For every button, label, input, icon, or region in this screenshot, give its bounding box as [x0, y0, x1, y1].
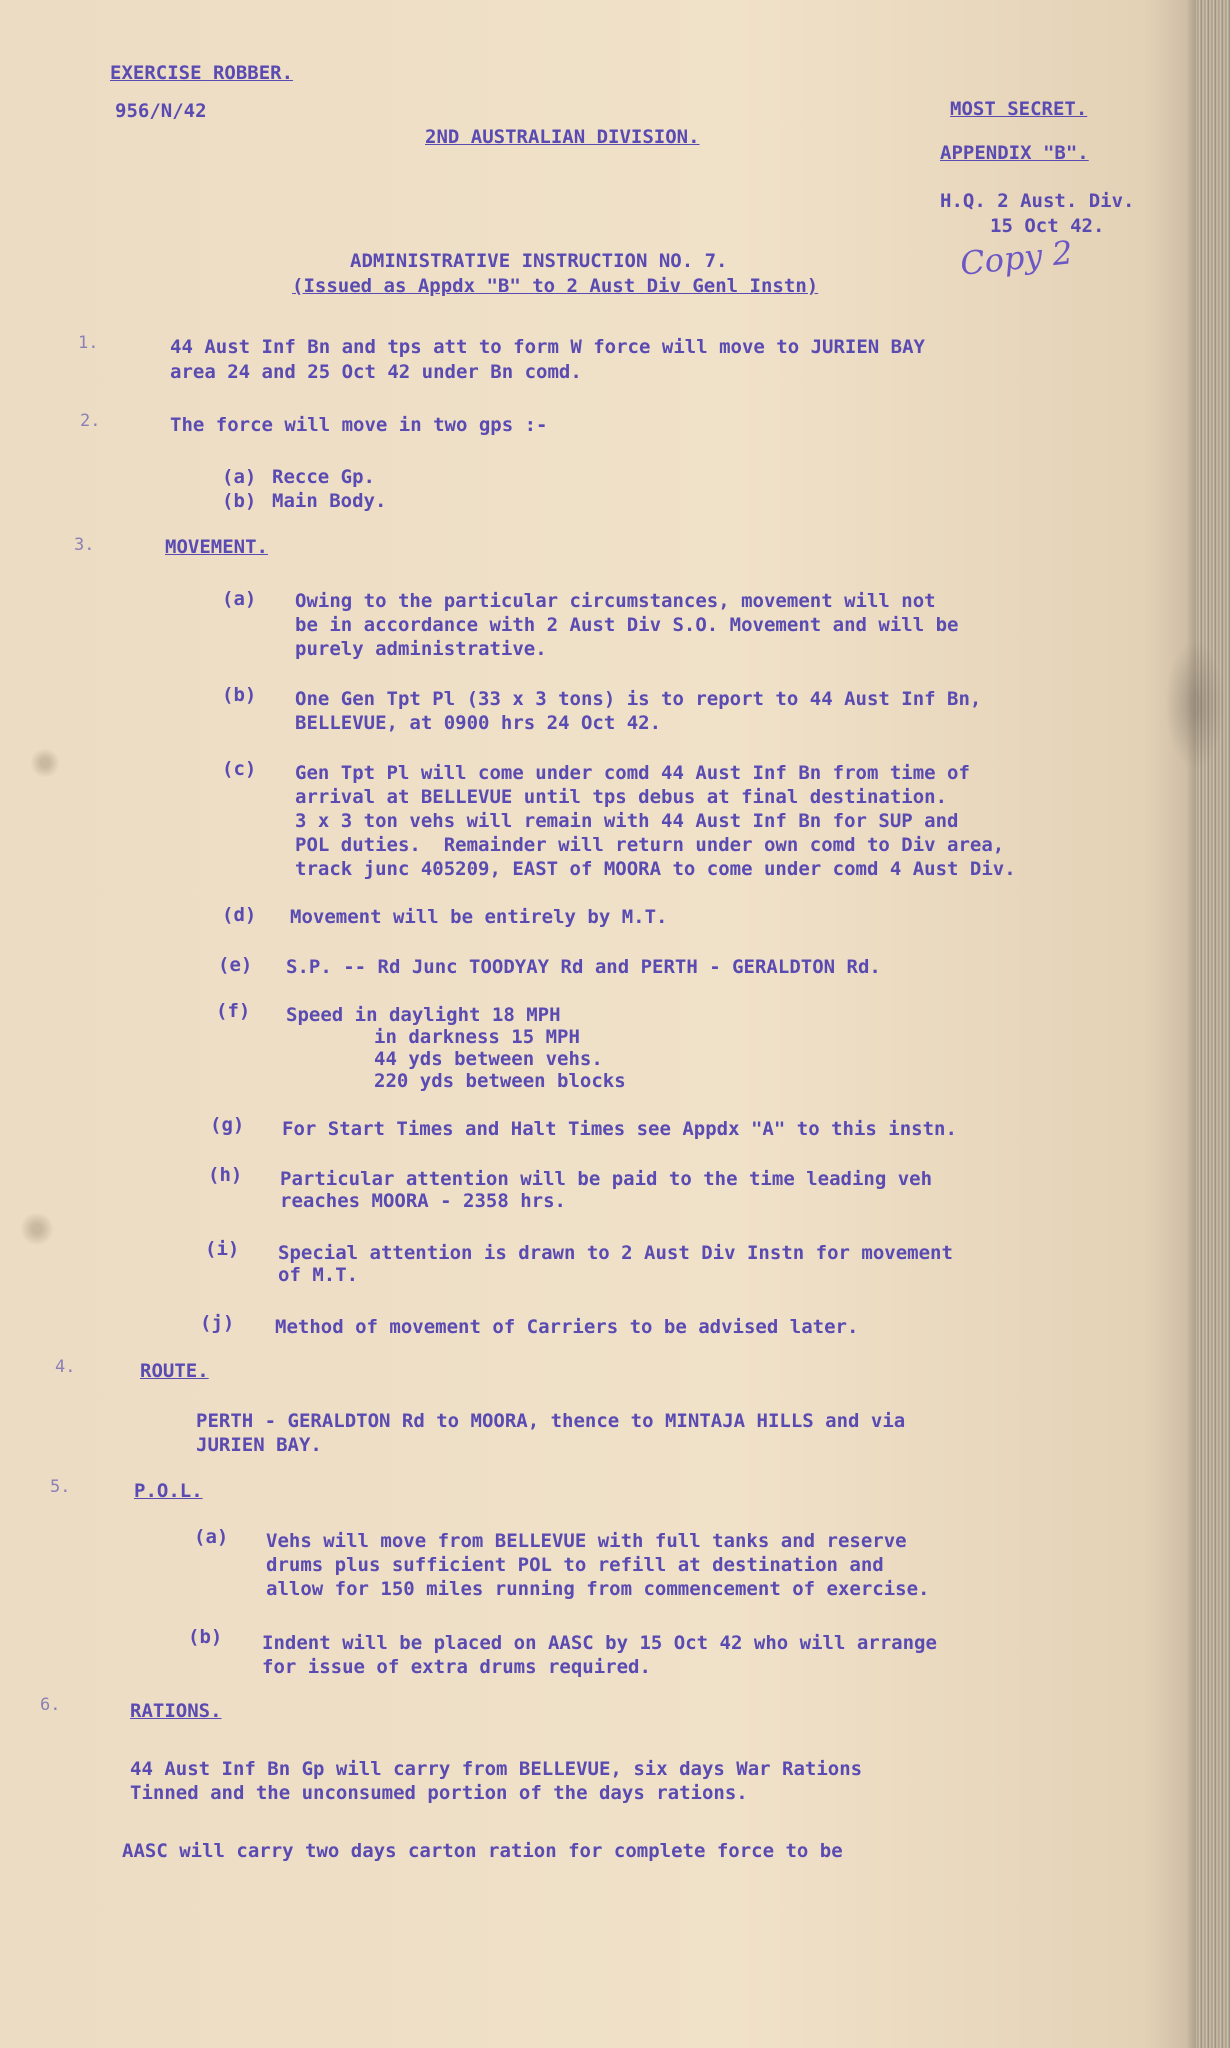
division-heading: 2ND AUSTRALIAN DIVISION.	[425, 126, 700, 148]
page-edge-shadow	[1186, 0, 1196, 2048]
item-label: (j)	[200, 1312, 235, 1334]
section-6-line: 44 Aust Inf Bn Gp will carry from BELLEVUE, six days War Rations	[130, 1758, 863, 1780]
instruction-title: ADMINISTRATIVE INSTRUCTION NO. 7.	[350, 250, 728, 272]
item-line: POL duties. Remainder will return under own comd to Div area,	[295, 834, 1005, 856]
hq-line: H.Q. 2 Aust. Div.	[940, 190, 1135, 212]
file-reference: 956/N/42	[115, 100, 207, 122]
item-line: Movement will be entirely by M.T.	[290, 906, 668, 928]
section-heading: MOVEMENT.	[165, 536, 268, 558]
exercise-name: EXERCISE ROBBER.	[110, 62, 294, 84]
item-line: Indent will be placed on AASC by 15 Oct 42 who will arrange	[262, 1632, 937, 1654]
section-1-line: area 24 and 25 Oct 42 under Bn comd.	[170, 361, 582, 383]
item-line: be in accordance with 2 Aust Div S.O. Movement and will be	[295, 614, 959, 636]
item-label: (i)	[205, 1238, 240, 1260]
item-line: Vehs will move from BELLEVUE with full tanks and reserve	[266, 1530, 907, 1552]
section-4-line: PERTH - GERALDTON Rd to MOORA, thence to MINTAJA HILLS and via	[196, 1410, 906, 1432]
section-2-intro: The force will move in two gps :-	[170, 414, 548, 436]
appendix-label: APPENDIX "B".	[940, 142, 1089, 164]
item-line: 44 yds between vehs.	[374, 1048, 603, 1070]
section-number: 4.	[55, 1357, 76, 1377]
section-heading: RATIONS.	[130, 1700, 222, 1722]
item-label: (h)	[208, 1164, 243, 1186]
item-line: Owing to the particular circumstances, movement will not	[295, 590, 936, 612]
date-line: 15 Oct 42.	[990, 215, 1105, 237]
item-line: Gen Tpt Pl will come under comd 44 Aust Inf Bn from time of	[295, 762, 970, 784]
section-heading: P.O.L.	[134, 1480, 203, 1502]
item-label: (a)	[194, 1526, 229, 1548]
section-4-line: JURIEN BAY.	[196, 1434, 322, 1456]
item-label: (a)	[222, 466, 257, 488]
ink-stain	[1165, 640, 1225, 770]
item-line: Special attention is drawn to 2 Aust Div Instn for movement	[278, 1242, 953, 1264]
item-line: Method of movement of Carriers to be advised later.	[275, 1316, 859, 1338]
item-line: For Start Times and Halt Times see Appdx "A" to this instn.	[282, 1118, 957, 1140]
section-heading: ROUTE.	[140, 1360, 209, 1382]
item-line: Particular attention will be paid to the time leading veh	[280, 1168, 933, 1190]
item-label: (b)	[222, 490, 257, 512]
item-line: drums plus sufficient POL to refill at destination and	[266, 1554, 884, 1576]
item-line: allow for 150 miles running from commencement of exercise.	[266, 1578, 930, 1600]
item-label: (b)	[222, 684, 257, 706]
page-stack-edge	[1196, 0, 1230, 2048]
item-line: 3 x 3 ton vehs will remain with 44 Aust Inf Bn for SUP and	[295, 810, 959, 832]
section-number: 2.	[80, 411, 101, 431]
item-label: (b)	[188, 1626, 223, 1648]
section-1-line: 44 Aust Inf Bn and tps att to form W force will move to JURIEN BAY	[170, 336, 925, 358]
item-line: arrival at BELLEVUE until tps debus at final destination.	[295, 786, 948, 808]
item-text: Main Body.	[272, 490, 387, 512]
item-line: for issue of extra drums required.	[262, 1656, 651, 1678]
item-label: (d)	[222, 904, 257, 926]
item-line: in darkness 15 MPH	[374, 1026, 580, 1048]
item-text: Recce Gp.	[272, 466, 375, 488]
item-line: 220 yds between blocks	[374, 1070, 626, 1092]
item-label: (f)	[216, 1000, 251, 1022]
item-label: (e)	[218, 954, 253, 976]
item-line: purely administrative.	[295, 638, 547, 660]
item-label: (c)	[222, 758, 257, 780]
binding-hole-mark	[20, 1212, 54, 1246]
instruction-subtitle: (Issued as Appdx "B" to 2 Aust Div Genl Instn)	[292, 275, 819, 297]
item-line: reaches MOORA - 2358 hrs.	[280, 1190, 566, 1212]
item-line: of M.T.	[278, 1264, 359, 1286]
section-number: 1.	[78, 333, 99, 353]
section-6-line: Tinned and the unconsumed portion of the days rations.	[130, 1782, 748, 1804]
item-line: track junc 405209, EAST of MOORA to come under comd 4 Aust Div.	[295, 858, 1016, 880]
item-line: BELLEVUE, at 0900 hrs 24 Oct 42.	[295, 712, 662, 734]
item-line: Speed in daylight 18 MPH	[286, 1004, 561, 1026]
section-number: 6.	[40, 1695, 61, 1715]
section-number: 3.	[74, 535, 95, 555]
item-label: (a)	[222, 588, 257, 610]
item-line: One Gen Tpt Pl (33 x 3 tons) is to report to 44 Aust Inf Bn,	[295, 688, 982, 710]
section-number: 5.	[50, 1477, 71, 1497]
classification-marking: MOST SECRET.	[950, 98, 1088, 120]
item-label: (g)	[210, 1114, 245, 1136]
handwritten-copy-note: Copy 2	[958, 233, 1075, 283]
section-6-line: AASC will carry two days carton ration for complete force to be	[122, 1840, 843, 1862]
item-line: S.P. -- Rd Junc TOODYAY Rd and PERTH - GERALDTON Rd.	[286, 956, 881, 978]
binding-hole-mark	[30, 748, 60, 778]
